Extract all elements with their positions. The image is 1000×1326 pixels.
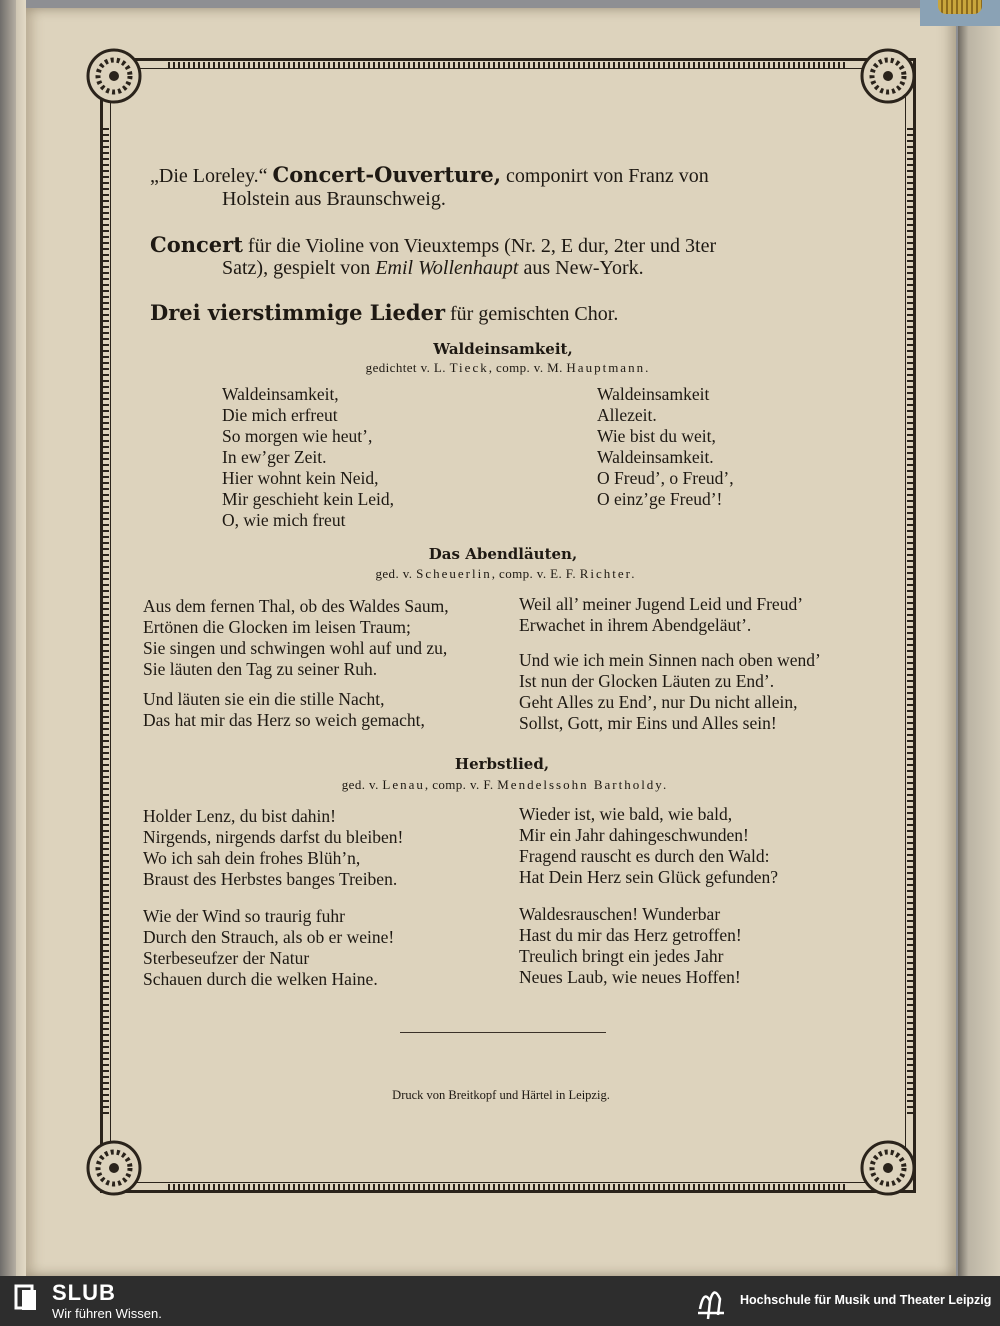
verse-right-2: [519, 904, 742, 988]
poet-name: Lenau: [382, 777, 425, 792]
verse-line: Fragend rauscht es durch den Wald:: [519, 846, 770, 866]
song-title: Das Abendläuten,: [428, 545, 578, 563]
verse-line: Wieder ist, wie bald, wie bald,: [519, 804, 733, 824]
verse-line: Schauen durch die welken Haine.: [143, 969, 378, 989]
piece-genre: Drei vierstimmige Lieder: [150, 300, 446, 325]
verse-line: Mir ein Jahr dahingeschwunden!: [519, 825, 749, 845]
song-title: Waldeinsamkeit,: [433, 340, 573, 358]
program-item-lieder: [150, 300, 618, 326]
verse-line: Braust des Herbstes banges Treiben.: [143, 869, 398, 889]
verse-right: [519, 594, 803, 636]
verse-line: O, wie mich freut: [222, 510, 346, 530]
piece-composer: componirt von Franz von: [506, 165, 709, 187]
credit-text: , comp. v. F.: [424, 777, 494, 792]
verse-line: Waldeinsamkeit,: [222, 384, 339, 404]
verse-line: Sie singen und schwingen wohl auf und zu,: [143, 638, 448, 658]
corner-rosette-icon: [856, 44, 920, 108]
verse-left-2: [143, 689, 425, 731]
performer-intro: Satz), gespielt von: [222, 257, 371, 279]
verse-line: Aus dem fernen Thal, ob des Waldes Saum,: [143, 596, 449, 616]
verse-line: Wie bist du weit,: [597, 426, 716, 446]
piece-title: „Die Loreley.“: [150, 165, 268, 187]
song-credit: [0, 360, 1000, 376]
slub-book-icon: [14, 1284, 38, 1312]
verse-line: Hast du mir das Herz getroffen!: [519, 925, 742, 945]
verse-line: Treulich bringt ein jedes Jahr: [519, 946, 724, 966]
verse-line: Waldesrauschen! Wunderbar: [519, 904, 721, 924]
credit-text: ged. v.: [341, 777, 379, 792]
corner-rosette-icon: [856, 1136, 920, 1200]
composer-name: Richter.: [579, 566, 637, 581]
verse-line: So morgen wie heut’,: [222, 426, 373, 446]
credit-text: ged. v.: [375, 566, 413, 581]
verse-line: Erwachet in ihrem Abendgeläut’.: [519, 615, 752, 635]
printer-imprint: Druck von Breitkopf und Härtel in Leipzig.: [392, 1088, 610, 1102]
verse-line: Wo ich sah dein frohes Blüh’n,: [143, 848, 361, 868]
closing-divider: [400, 1032, 606, 1033]
verse-line: Ist nun der Glocken Läuten zu End’.: [519, 671, 775, 691]
performer-origin: aus New-York.: [523, 257, 644, 279]
frame-border-bottom: [168, 1184, 848, 1190]
verse-line: Und läuten sie ein die stille Nacht,: [143, 689, 385, 709]
verse-line: Hat Dein Herz sein Glück gefunden?: [519, 867, 778, 887]
song-title: Herbstlied,: [454, 755, 550, 773]
verse-line: Hier wohnt kein Neid,: [222, 468, 379, 488]
piece-composer-origin: Holstein aus Braunschweig.: [222, 188, 446, 210]
credit-text: , comp. v. M.: [488, 360, 563, 375]
piece-description: für die Violine von Vieuxtemps (Nr. 2, E dur, 2ter und 3ter: [247, 235, 717, 257]
verse-line: Neues Laub, wie neues Hoffen!: [519, 967, 741, 987]
verse-line: Weil all’ meiner Jugend Leid und Freud’: [519, 594, 804, 614]
piece-genre: Concert-Ouverture,: [272, 162, 502, 187]
verse-line: Ertönen die Glocken im leisen Traum;: [143, 617, 411, 637]
verse-line: Sie läuten den Tag zu seiner Ruh.: [143, 659, 378, 679]
verse-line: Wie der Wind so traurig fuhr: [143, 906, 345, 926]
program-item-concert: [150, 232, 716, 258]
book-binding: [0, 0, 16, 1276]
program-item-loreley: [150, 162, 709, 188]
verse-line: Allezeit.: [597, 405, 657, 425]
verse-line: Nirgends, nirgends darfst du bleiben!: [143, 827, 404, 847]
composer-name: Hauptmann.: [566, 360, 651, 375]
verse-line: Und wie ich mein Sinnen nach oben wend’: [519, 650, 821, 670]
bookmark-cord: [938, 0, 982, 14]
performer-name: Emil Wollenhaupt: [375, 257, 519, 279]
verse-right-2: [519, 650, 821, 734]
verse-left: [143, 596, 449, 680]
page-stack-edge: [16, 0, 26, 1276]
frame-border-right: [907, 128, 913, 1118]
institution-name[interactable]: Hochschule für Musik und Theater Leipzig: [740, 1293, 992, 1307]
verse-line: O Freud’, o Freud’,: [597, 468, 734, 488]
credit-text: gedichtet v. L.: [365, 360, 446, 375]
piece-genre: Concert: [150, 232, 243, 257]
verse-line: O einz’ge Freud’!: [597, 489, 723, 509]
verse-line: Waldeinsamkeit.: [597, 447, 714, 467]
song-credit: [0, 566, 1000, 582]
hmt-logo-icon: [694, 1279, 730, 1323]
verse-line: Waldeinsamkeit: [597, 384, 710, 404]
verse-line: Holder Lenz, du bist dahin!: [143, 806, 336, 826]
song-credit: [0, 777, 1000, 793]
verse-line: Durch den Strauch, als ob er weine!: [143, 927, 395, 947]
verse-left: [222, 384, 394, 531]
slub-tagline: Wir führen Wissen.: [52, 1306, 162, 1321]
verse-line: Die mich erfreut: [222, 405, 338, 425]
verse-left-2: [143, 906, 394, 990]
verse-line: Geht Alles zu End’, nur Du nicht allein,: [519, 692, 798, 712]
verse-line: In ew’ger Zeit.: [222, 447, 327, 467]
poet-name: Scheuerlin: [416, 566, 492, 581]
composer-name: Mendelssohn Bartholdy.: [497, 777, 669, 792]
verse-line: Sollst, Gott, mir Eins und Alles sein!: [519, 713, 777, 733]
verse-line: Das hat mir das Herz so weich gemacht,: [143, 710, 425, 730]
verse-right: [597, 384, 734, 510]
corner-rosette-icon: [82, 44, 146, 108]
piece-description: für gemischten Chor.: [450, 303, 619, 325]
verse-line: Mir geschieht kein Leid,: [222, 489, 395, 509]
adjacent-page-edge: [958, 0, 1000, 1276]
verse-right: [519, 804, 778, 888]
frame-border-left: [103, 128, 109, 1118]
verse-line: Sterbeseufzer der Natur: [143, 948, 310, 968]
verse-left: [143, 806, 403, 890]
footer-bar: [0, 1276, 1000, 1326]
poet-name: Tieck: [449, 360, 489, 375]
program-item-concert-line2: [222, 257, 644, 280]
corner-rosette-icon: [82, 1136, 146, 1200]
slub-logo[interactable]: SLUB: [52, 1280, 116, 1305]
frame-border-top: [168, 62, 848, 68]
credit-text: , comp. v. E. F.: [491, 566, 577, 581]
